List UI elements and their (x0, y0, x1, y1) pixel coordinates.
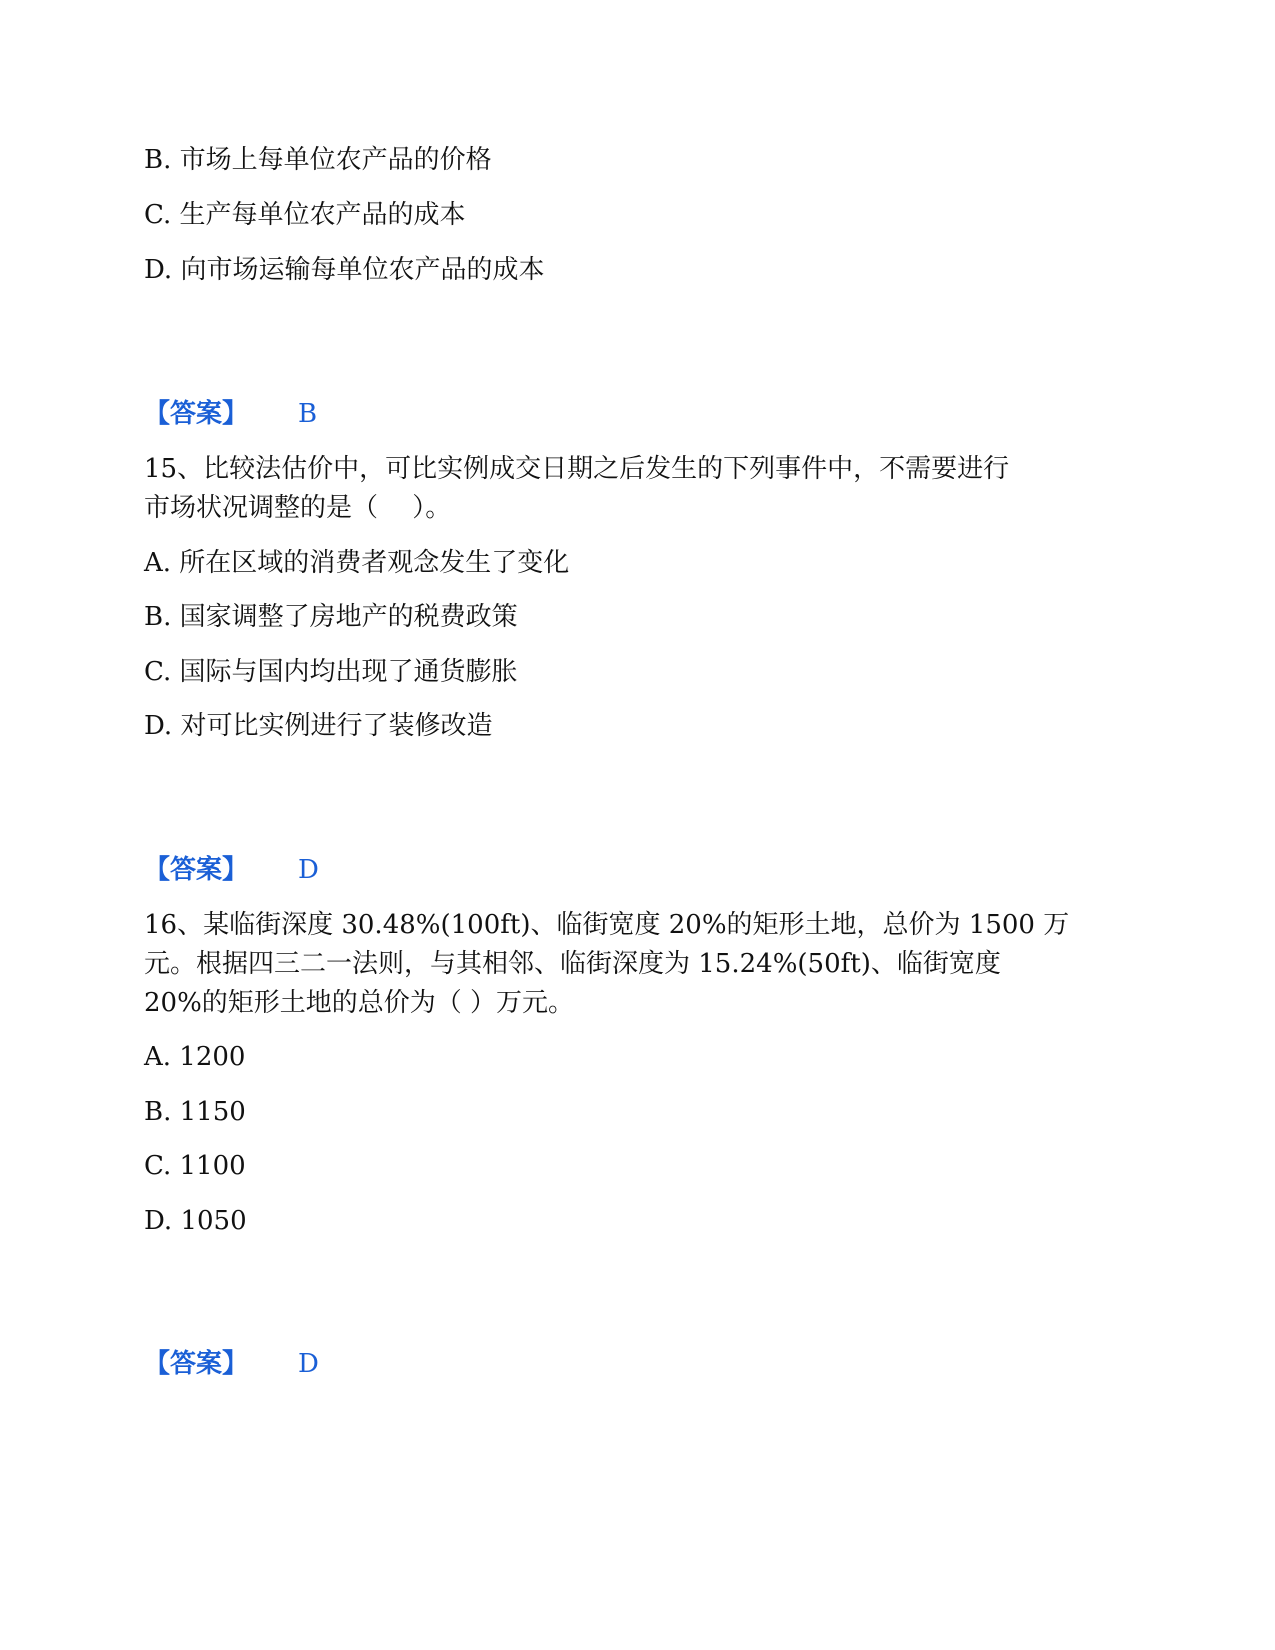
q14-option-d: D. 向市场运输每单位农产品的成本 (144, 255, 545, 285)
q16-option-d: D. 1050 (144, 1206, 247, 1236)
q16-answer (144, 1344, 319, 1384)
q16-stem-line-3: 20%的矩形土地的总价为（ ）万元。 (144, 988, 575, 1018)
q15-option-d: D. 对可比实例进行了装修改造 (144, 711, 493, 741)
q16-option-a: A. 1200 (144, 1042, 246, 1072)
q15-answer (144, 850, 319, 890)
q16-answer-value: D (298, 1349, 319, 1379)
q15-answer-label: 【答案】 (144, 855, 249, 885)
q14-answer (144, 394, 317, 434)
q16-option-c: C. 1100 (144, 1151, 246, 1181)
q16-stem-line-2: 元。根据四三二一法则，与其相邻、临街深度为 15.24%(50ft)、临街宽度 (144, 949, 1001, 979)
q15-option-c: C. 国际与国内均出现了通货膨胀 (144, 657, 518, 687)
q15-option-b: B. 国家调整了房地产的税费政策 (144, 602, 518, 632)
q15-stem-line-2: 市场状况调整的是（ ）。 (144, 493, 452, 523)
q15-answer-value: D (298, 855, 319, 885)
q15-stem-line-1: 15、比较法估价中，可比实例成交日期之后发生的下列事件中，不需要进行 (144, 454, 1010, 484)
q14-option-c: C. 生产每单位农产品的成本 (144, 200, 466, 230)
q15-option-a: A. 所在区域的消费者观念发生了变化 (144, 548, 570, 578)
q16-stem-line-1: 16、某临街深度 30.48%(100ft)、临街宽度 20%的矩形土地，总价为 1500 万 (144, 910, 1070, 940)
q14-answer-value: B (298, 399, 318, 429)
q16-answer-label: 【答案】 (144, 1349, 249, 1379)
q14-answer-label: 【答案】 (144, 399, 249, 429)
q14-option-b: B. 市场上每单位农产品的价格 (144, 145, 492, 175)
q16-option-b: B. 1150 (144, 1097, 246, 1127)
